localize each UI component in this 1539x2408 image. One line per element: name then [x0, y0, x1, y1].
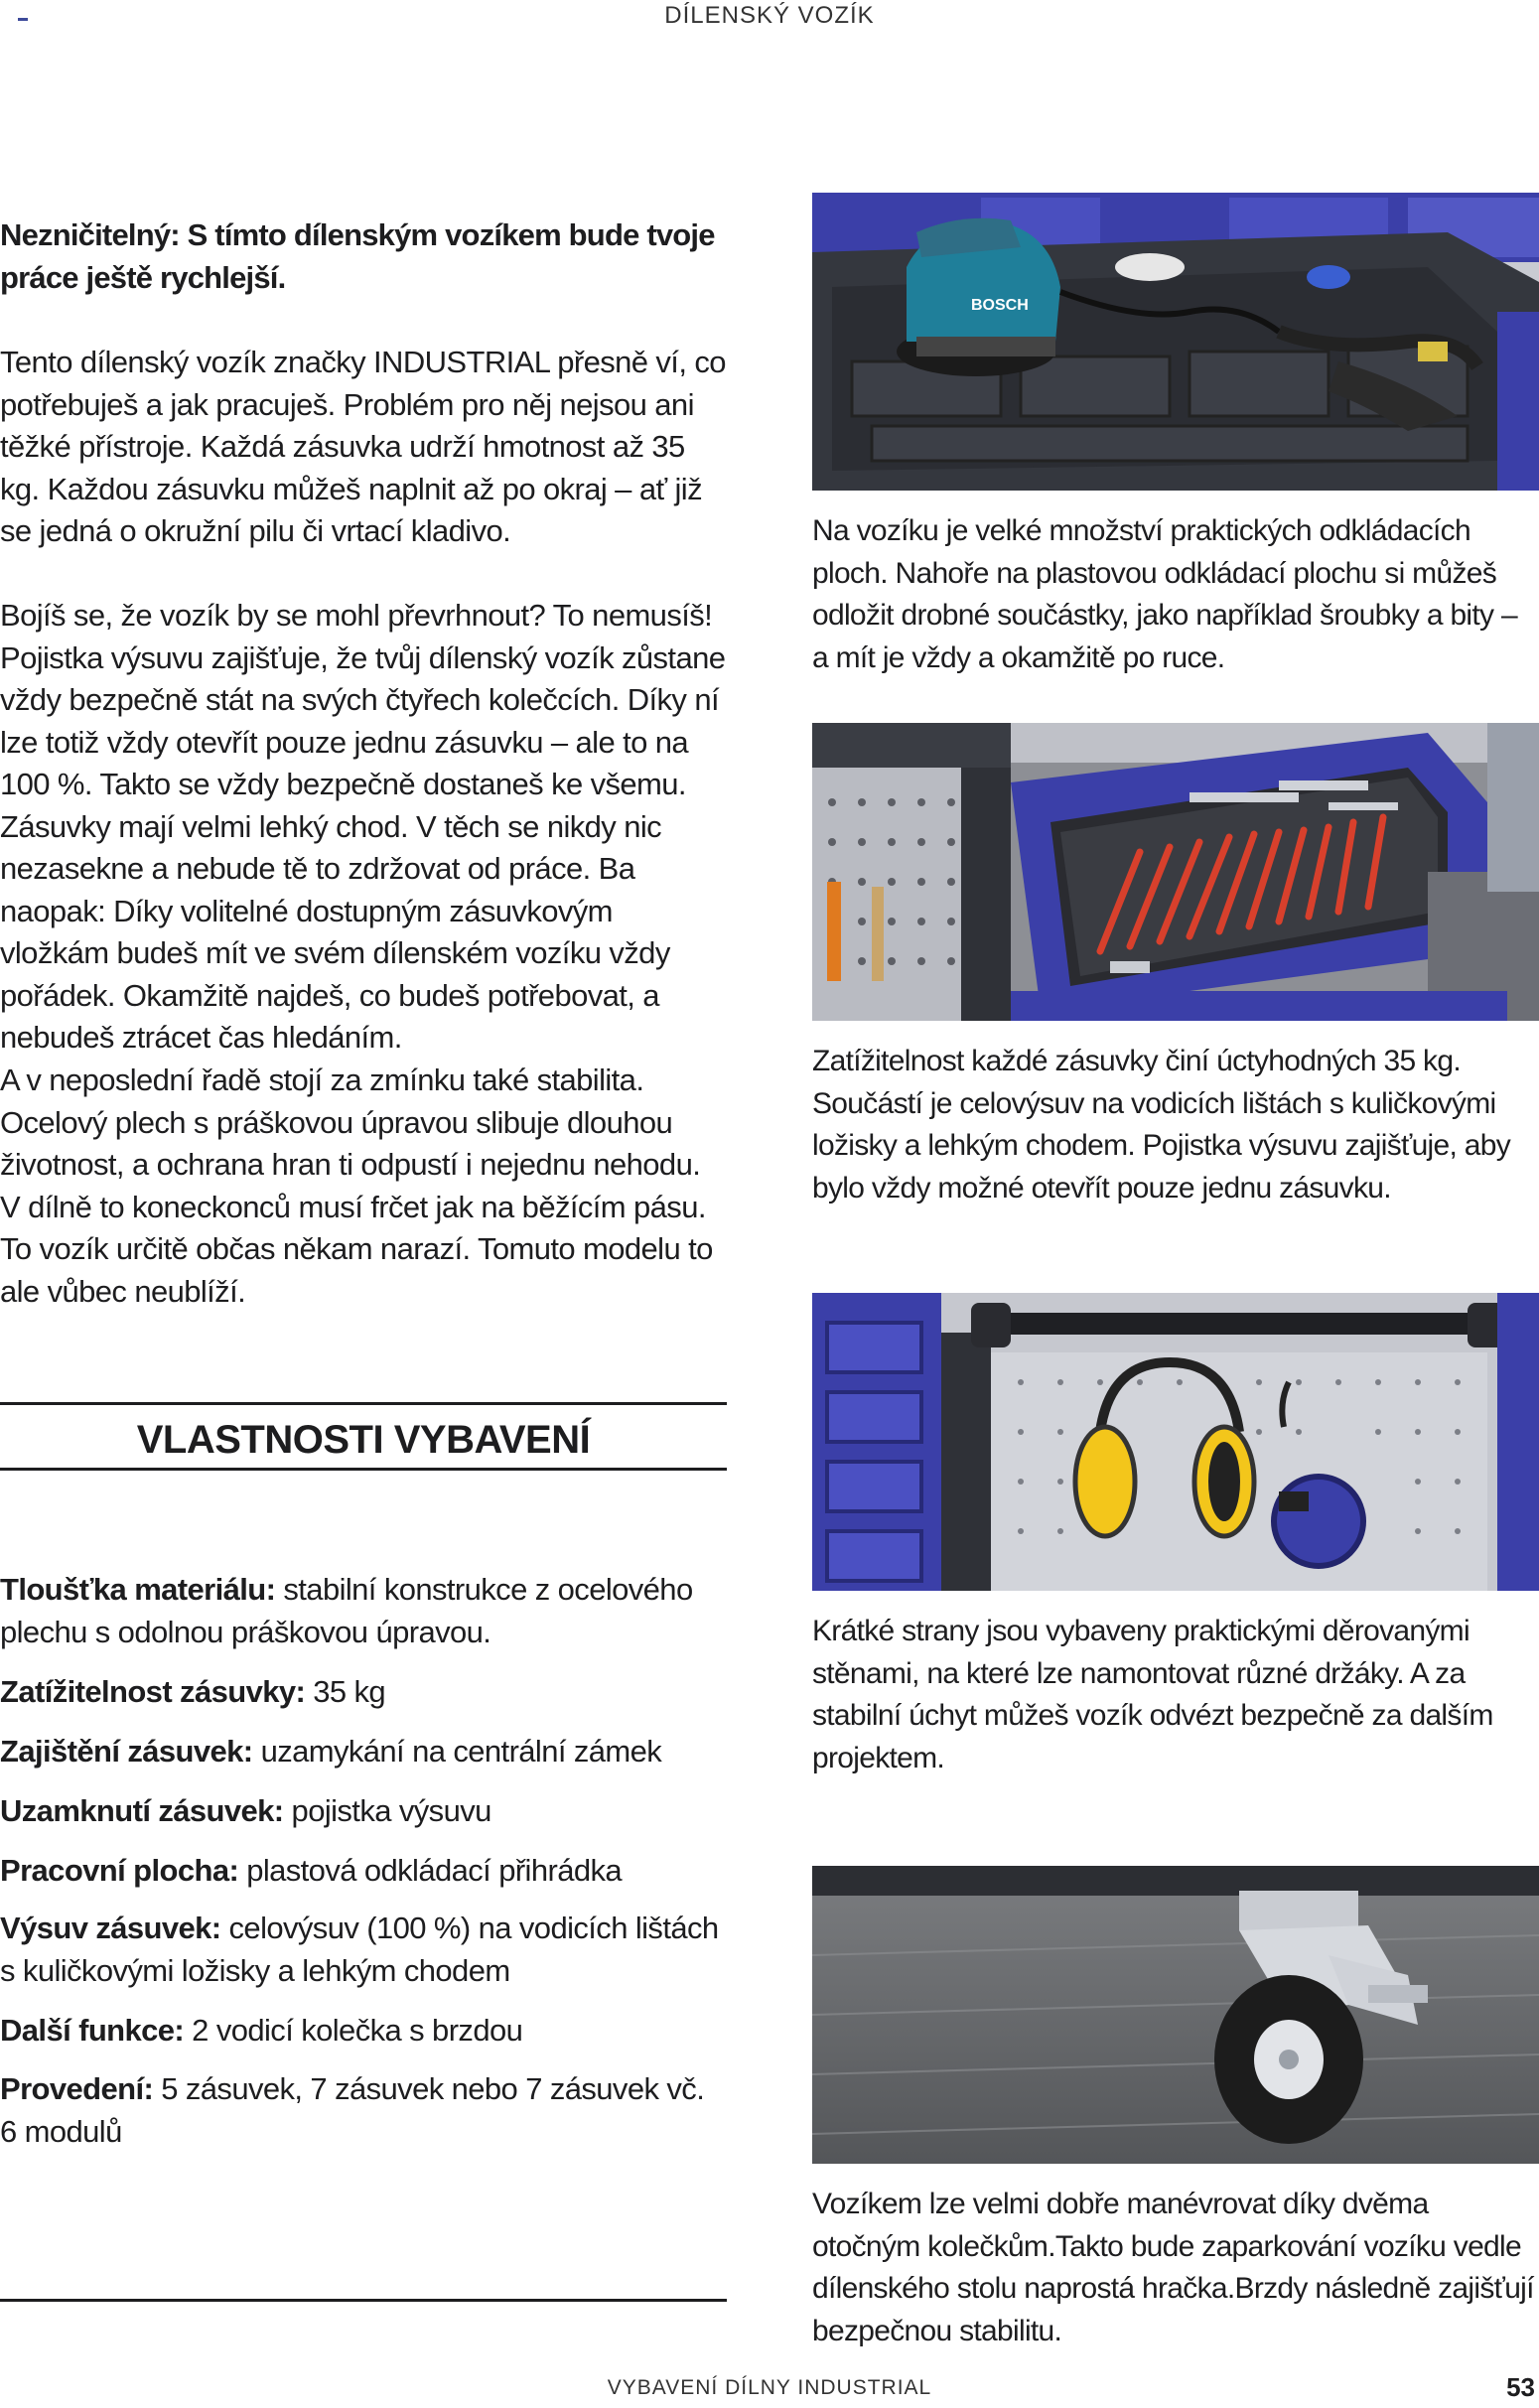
bottom-rule — [0, 2299, 727, 2302]
feature-label: Provedení: — [0, 2071, 154, 2106]
intro-paragraph-1: Tento dílenský vozík značky INDUSTRIAL přesně ví, co potřebuješ a jak pracuješ. Problém pro něj nejsou ani těžké přístroje. Každá zásuvka udrží hmotnost až 35 kg. Každou zásuvku můžeš naplnit až po okraj – ať již se jedná o okružní pilu či vrtací kladivo. — [0, 345, 726, 548]
intro-paragraph-3: A v neposlední řadě stojí za zmínku také stabilita. Ocelový plech s práškovou úpravou slibuje dlouhou životnost, a ochrana hran ti odpustí i nejednu nehodu. V dílně to koneckonců musí frčet jak na běžícím pásu. To vozík určitě občas někam narazí. Tomuto modelu to ale vůbec neublíží. — [0, 1062, 713, 1309]
feature-value: stabilní konstrukce z ocelového plechu s odolnou práškovou úpravou. — [0, 1572, 693, 1649]
feature-item — [0, 1569, 727, 1653]
feature-item — [0, 1908, 727, 1992]
feature-label: Výsuv zásuvek: — [0, 1911, 221, 1945]
feature-value: uzamykání na centrální zámek — [260, 1734, 662, 1769]
page-header-title: DÍLENSKÝ VOZÍK — [664, 2, 875, 29]
feature-item — [0, 1850, 727, 1893]
feature-label: Zatížitelnost zásuvky: — [0, 1674, 306, 1709]
section-rule-bottom — [0, 1468, 727, 1471]
feature-value: 35 kg — [313, 1674, 386, 1709]
feature-item — [0, 2068, 727, 2153]
feature-value: 5 zásuvek, 7 zásuvek nebo 7 zásuvek vč. 6 modulů — [0, 2071, 705, 2149]
feature-value: celovýsuv (100 %) na vodicích lištách s kuličkovými ložisky a lehkým chodem — [0, 1911, 719, 1988]
feature-item — [0, 2010, 727, 2053]
page-number: 53 — [1506, 2372, 1535, 2402]
photo-top-tray-sander — [812, 193, 1539, 491]
feature-label: Další funkce: — [0, 2013, 185, 2048]
feature-label: Tloušťka materiálu: — [0, 1572, 276, 1607]
feature-item — [0, 1790, 727, 1833]
footer-title: VYBAVENÍ DÍLNY INDUSTRIAL — [607, 2376, 932, 2399]
caption-4: Vozíkem lze velmi dobře manévrovat díky dvěma otočným kolečkům.Takto bude zaparkování vozíku vedle dílenského stolu naprostá hračka.Brzdy následně zajišťují bezpečnou stabilitu. — [812, 2188, 1534, 2347]
feature-label: Pracovní plocha: — [0, 1853, 239, 1888]
feature-value: plastová odkládací přihrádka — [246, 1853, 623, 1888]
intro-heading: Nezničitelný: S tímto dílenským vozíkem bude tvoje práce ještě rychlejší. — [0, 217, 715, 295]
section-rule-top — [0, 1402, 727, 1405]
feature-label: Uzamknutí zásuvek: — [0, 1793, 284, 1828]
photo-drawer-tools — [812, 723, 1539, 1021]
features-heading: VLASTNOSTI VYBAVENÍ — [136, 1418, 591, 1462]
feature-label: Zajištění zásuvek: — [0, 1734, 253, 1769]
feature-value: 2 vodicí kolečka s brzdou — [192, 2013, 523, 2048]
caption-3: Krátké strany jsou vybaveny praktickými děrovanými stěnami, na které lze namontovat různé držáky. A za stabilní úchyt můžeš vozík odvézt bezpečně za dalším projektem. — [812, 1615, 1493, 1774]
feature-value: pojistka výsuvu — [291, 1793, 491, 1828]
caption-1: Na vozíku je velké množství praktických odkládacích ploch. Nahoře na plastovou odkládací plochu si můžeš odložit drobné součástky, jako například šroubky a bity – a mít je vždy a okamžitě po ruce. — [812, 514, 1517, 674]
photo-castor-wheel — [812, 1866, 1539, 2164]
sander-brand-label: BOSCH — [971, 297, 1029, 314]
photo-pegboard-ear-defenders — [812, 1293, 1539, 1591]
feature-item — [0, 1671, 727, 1714]
feature-item — [0, 1731, 727, 1773]
intro-paragraph-2: Bojíš se, že vozík by se mohl převrhnout? To nemusíš! Pojistka výsuvu zajišťuje, že tvůj dílenský vozík zůstane vždy bezpečně stát na svých čtyřech kolečcích. Díky ní lze totiž vždy otevřít pouze jednu zásuvku – ale to na 100 %. Takto se vždy bezpečně dostaneš ke všemu. Zásuvky mají velmi lehký chod. V těch se nikdy nic nezasekne a nebude tě to zdržovat od práce. Ba naopak: Díky volitelné dostupným zásuvkovým vložkám budeš mít ve svém dílenském vozíku vždy pořádek. Okamžitě najdeš, co budeš potřebovat, a nebudeš ztrácet čas hledáním. — [0, 598, 726, 1055]
caption-2: Zatížitelnost každé zásuvky činí úctyhodných 35 kg. Součástí je celovýsuv na vodicích lištách s kuličkovými ložisky a lehkým chodem. Pojistka výsuvu zajišťuje, aby bylo vždy možné otevřít pouze jednu zásuvku. — [812, 1045, 1511, 1204]
